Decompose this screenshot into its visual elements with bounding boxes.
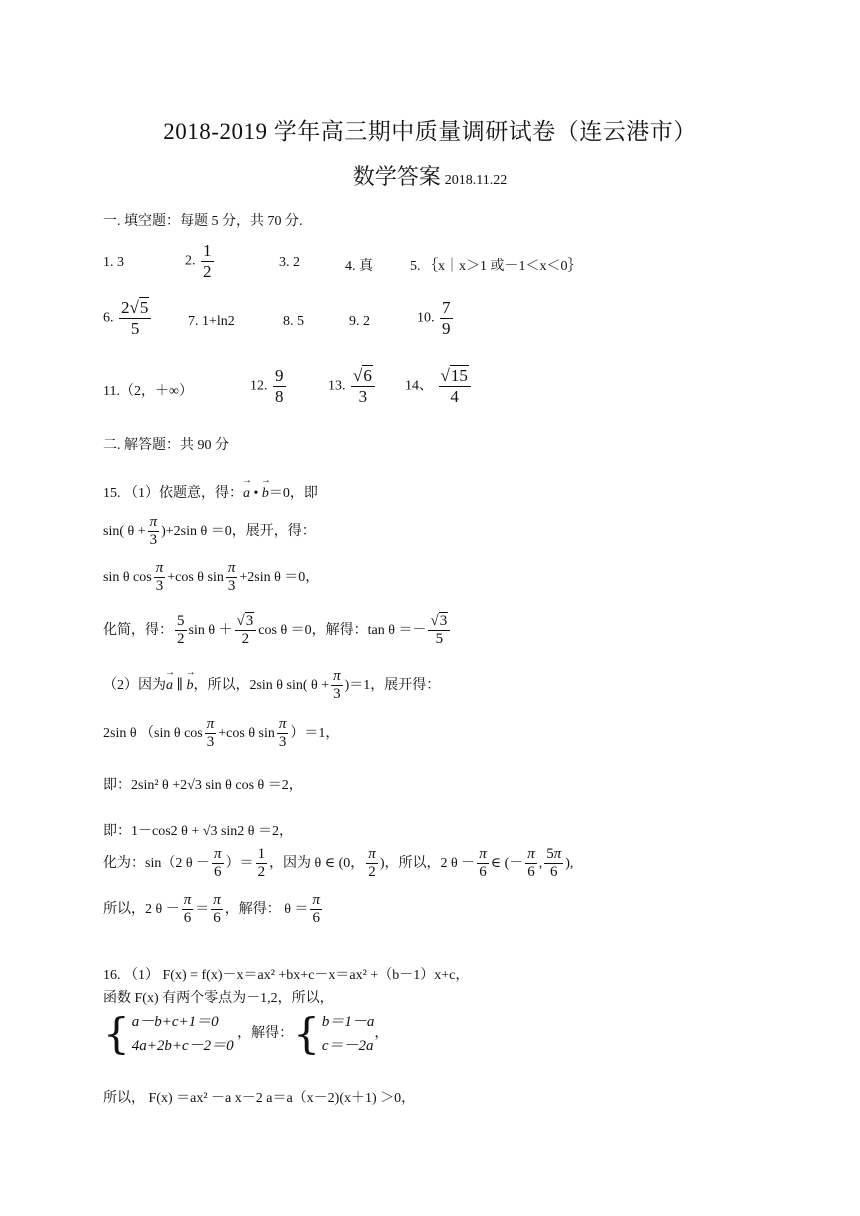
answer-9: 9. 2: [349, 314, 370, 329]
q15-line8: 即：1－cos2 θ + √3 sin2 θ ＝2，: [103, 824, 293, 839]
subtitle-text: 数学答案: [352, 164, 441, 189]
q15-l9-c: ，因为 θ ∈ (0，: [269, 855, 365, 871]
q15-l3-end: +2sin θ ＝0，: [239, 569, 320, 585]
section1-heading: 一. 填空题：每题 5 分，共 70 分.: [103, 214, 303, 229]
system-2-row-2: c＝－2a: [321, 1038, 374, 1054]
page-title: 2018-2019 学年高三期中质量调研试卷（连云港市）: [163, 119, 697, 144]
fraction-pi-6: $\frac{\pi}{6}$: [312, 892, 320, 927]
answer-2: [185, 241, 216, 281]
q15-l5-mid: ，所以，2sin θ sin( θ +: [193, 677, 330, 693]
answer-14-label: 14、: [405, 378, 433, 394]
q15-line5: （2）因为→ a ∥ → b，所以，2sin θ sin( θ + $\frac{\pi}{3}$ )＝1，展开得：: [103, 668, 440, 704]
answer-4: 4. 真: [345, 259, 373, 274]
fraction-pi-3: $\frac{\pi}{3}$: [333, 668, 341, 703]
answer-3: 3. 2: [279, 255, 300, 270]
q16-line4: 所以， F(x) ＝ax² －a x－2 a＝a（x－2)(x＋1) ＞0，: [103, 1091, 416, 1106]
fraction-sqrt15-4: $\frac{√15}{4}$: [439, 366, 471, 406]
q15-l6-end: ）＝1，: [290, 725, 340, 741]
answer-13: [328, 366, 377, 406]
system-1-row-2: 4a+2b+c－2＝0: [131, 1038, 234, 1054]
fraction-1-2: $\frac{1}{2}$: [203, 241, 212, 281]
q15-line10: 所以，2 θ － $\frac{\pi}{6}$ ＝ $\frac{\pi}{6}$ ，解得： θ ＝ $\frac{\pi}{6}$: [103, 892, 320, 927]
answer-12-label: 12.: [250, 378, 268, 394]
answer-10-label: 10.: [417, 310, 435, 326]
answer-14: [405, 366, 473, 406]
fraction-pi-3: $\frac{\pi}{3}$: [227, 560, 236, 595]
fraction-pi-2: $\frac{\pi}{2}$: [368, 846, 376, 881]
q15-l9-b: ）＝: [225, 855, 254, 871]
fraction-pi-6: $\frac{\pi}{6}$: [213, 892, 221, 927]
q15-line9: 化为：sin（2 θ － $\frac{\pi}{6}$ ）＝ $\frac{1}{2}$ ，因为 θ ∈ (0， $\frac{\pi}{2}$ )，所以，2 θ － $\frac{\pi}{6}$ ∈ (－ $\frac{\pi}{6}$ , $\frac{5\pi}{6}$ ),: [103, 846, 574, 881]
vector-a: → a: [166, 678, 173, 694]
fraction-1-2: $\frac{1}{2}$: [257, 846, 266, 881]
fraction-sqrt6-3: $\frac{√6}{3}$: [351, 366, 375, 406]
q15-line6: 2sin θ （sin θ cos $\frac{\pi}{3}$ +cos θ sin $\frac{\pi}{3}$ ）＝1，: [103, 716, 340, 751]
answer-5: 5. ｛x｜x＞1 或－1＜x＜0｝: [410, 259, 582, 274]
q15-l4-prefix: 化简，得：: [103, 622, 173, 638]
q15-l2-suffix: )+2sin θ ＝0，展开，得：: [161, 523, 316, 539]
q15-l9-d: )，所以，2 θ －: [379, 855, 476, 871]
fraction-2sqrt5-5: $\frac{2√5}{5}$: [119, 298, 151, 338]
q15-l10-a: 所以，2 θ －: [103, 901, 180, 917]
answer-6-label: 6.: [103, 310, 114, 326]
q15-line4: 化简，得： $\frac{5}{2}$ sin θ ＋ $\frac{√3}{2}$ cos θ ＝0，解得：tan θ ＝－ $\frac{√3}{5}$: [103, 613, 452, 649]
system-1-row-1: a－b+c+1＝0: [131, 1014, 219, 1030]
section2-heading: 二. 解答题：共 90 分: [103, 438, 229, 453]
fraction-pi-3: $\frac{\pi}{3}$: [155, 560, 164, 595]
fraction-sqrt3-2: $\frac{√3}{2}$: [235, 613, 257, 649]
fraction-pi-6: $\frac{\pi}{6}$: [214, 846, 222, 881]
fraction-pi-3: $\frac{\pi}{3}$: [206, 716, 215, 751]
vector-b: → b: [186, 678, 193, 694]
q15-line2: sin( θ + $\frac{\pi}{3}$ )+2sin θ ＝0，展开，得：: [103, 514, 316, 549]
q15-l10-b: ，解得： θ ＝: [224, 901, 309, 917]
fraction-pi-3: $\frac{\pi}{3}$: [149, 514, 158, 549]
fraction-sqrt3-5: $\frac{√3}{5}$: [428, 613, 450, 649]
q15-line7: 即：2sin² θ +2√3 sin θ cos θ ＝2，: [103, 778, 303, 793]
page-subtitle: [0, 160, 860, 191]
q15-l9-a: 化为：sin（2 θ －: [103, 855, 211, 871]
answer-12: [250, 366, 288, 406]
system-2: [322, 1010, 375, 1058]
vector-b: → b: [262, 486, 269, 502]
q15-l1-suffix: ＝0，即: [268, 486, 318, 501]
fraction-5pi-6: $\frac{5\pi}{6}$: [546, 846, 562, 881]
fraction-pi-6: $\frac{\pi}{6}$: [527, 846, 535, 881]
fraction-pi-6: $\frac{\pi}{6}$: [183, 892, 192, 927]
q16-line1: 16. （1） F(x) = f(x)－x＝ax² +bx+c－x＝ax² +（b－1）x+c，: [103, 968, 470, 983]
q15-l9-f: ),: [565, 855, 574, 871]
answer-11: 11.（2，＋∞）: [103, 384, 193, 399]
q16-systems: [103, 1010, 388, 1058]
answer-8: 8. 5: [283, 314, 304, 329]
answer-2-label: 2.: [185, 253, 196, 269]
left-brace: {: [103, 1009, 130, 1058]
system-1: [132, 1010, 234, 1058]
answer-7: 7. 1+ln2: [188, 314, 235, 329]
answer-6: [103, 298, 153, 338]
q16-sys-mid: ，解得：: [237, 1026, 294, 1042]
answer-13-label: 13.: [328, 378, 346, 394]
fraction-pi-6: $\frac{\pi}{6}$: [479, 846, 487, 881]
q15-l4-mid: ＝0，解得：tan θ ＝－: [290, 622, 427, 638]
q15-line3: sin θ cos $\frac{\pi}{3}$ +cos θ sin $\frac{\pi}{3}$ +2sin θ ＝0，: [103, 560, 320, 595]
q15-l5-suffix: )＝1，展开得：: [344, 677, 441, 693]
q15-l1-prefix: 15. （1）依题意，得：: [103, 486, 243, 501]
answer-10: [417, 298, 455, 338]
q15-line1: 15. （1）依题意，得：→ a • → b＝0，即: [103, 482, 318, 502]
fraction-5-2: $\frac{5}{2}$: [177, 613, 185, 648]
q15-l9-e: ∈ (－: [490, 855, 524, 871]
q16-sys-end: ，: [374, 1026, 389, 1042]
fraction-7-9: $\frac{7}{9}$: [442, 298, 451, 338]
system-2-row-1: b＝1－a: [321, 1014, 375, 1030]
answer-1: 1. 3: [103, 255, 124, 270]
left-brace: {: [293, 1009, 320, 1058]
fraction-9-8: $\frac{9}{8}$: [275, 366, 284, 406]
subtitle-date: 2018.11.22: [444, 173, 508, 188]
q15-l5-prefix: （2）因为: [103, 677, 166, 693]
fraction-pi-3: $\frac{\pi}{3}$: [278, 716, 287, 751]
vector-a: → a: [243, 486, 250, 502]
q16-line2: 函数 F(x) 有两个零点为－1,2，所以，: [103, 991, 334, 1006]
